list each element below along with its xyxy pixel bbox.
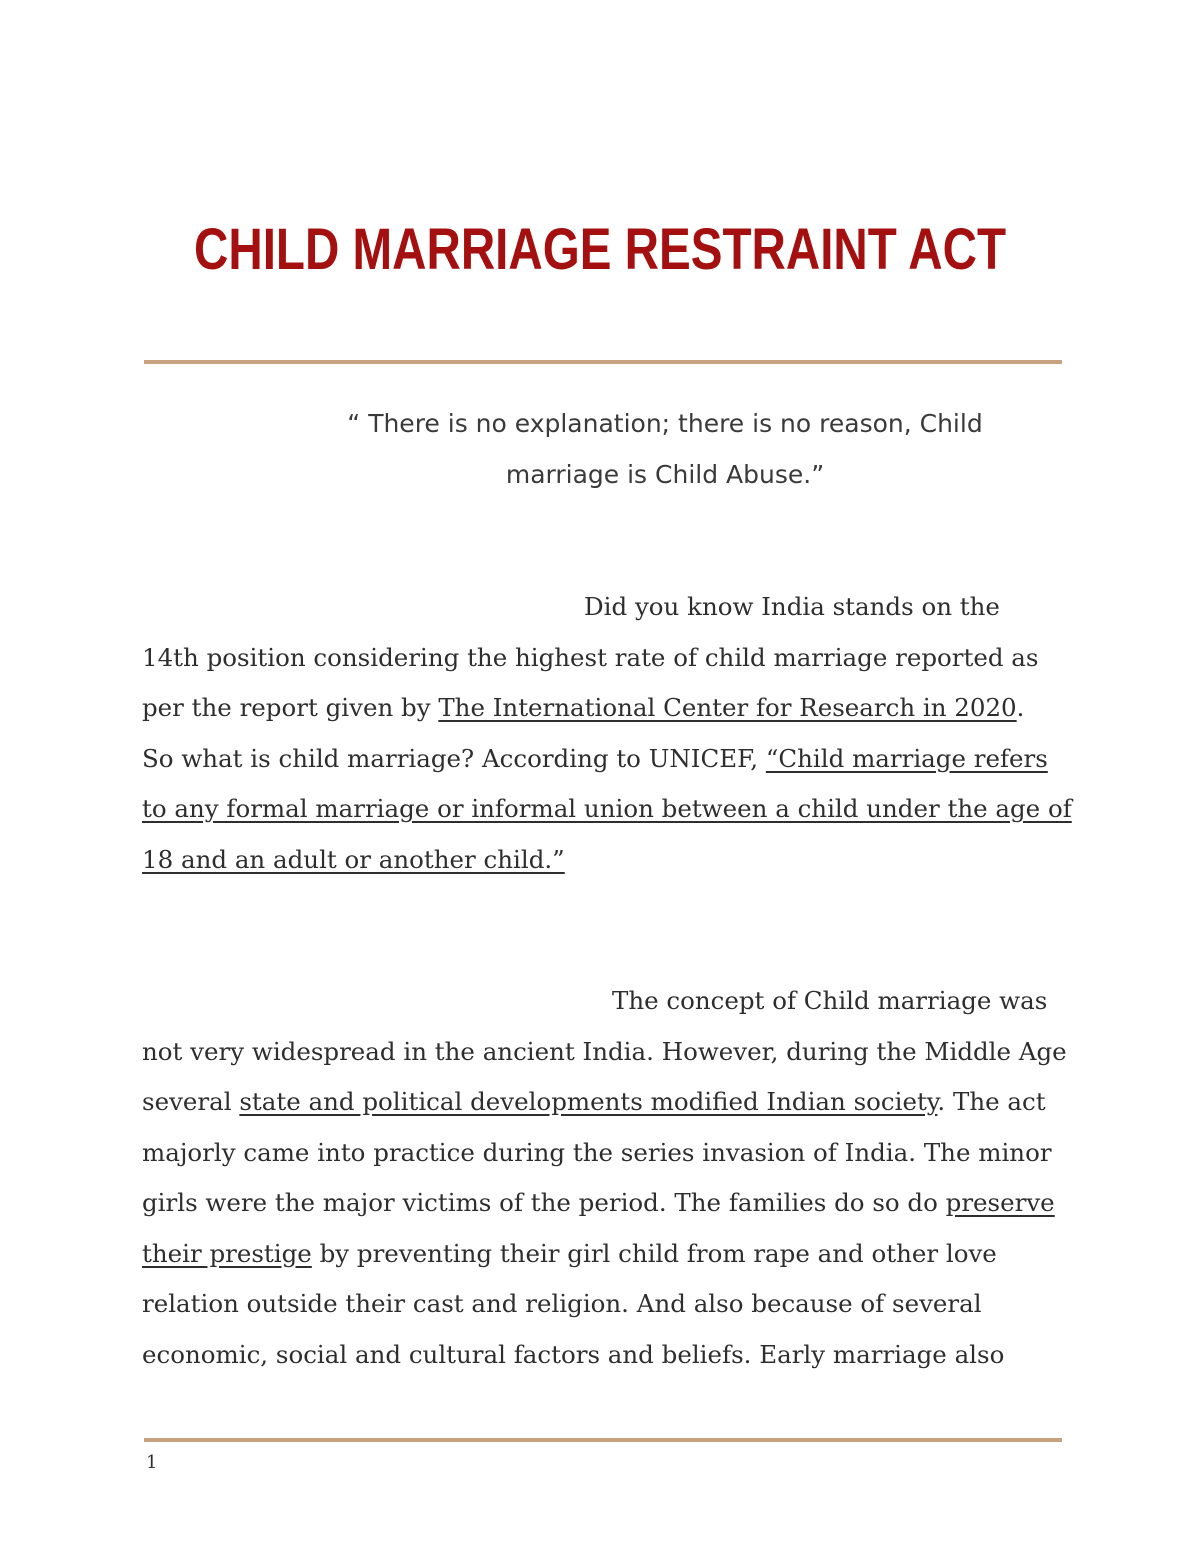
paragraph-line xyxy=(142,683,1072,734)
paragraph-text: girls were the major victims of the period. The families do so do xyxy=(142,1188,946,1217)
paragraph-line xyxy=(142,582,1072,633)
paragraph-text: So what is child marriage? According to UNICEF, xyxy=(142,743,766,773)
unicef-definition-link[interactable]: 18 and an adult or another child.” xyxy=(142,844,565,874)
footer-divider xyxy=(144,1438,1062,1442)
paragraph-1 xyxy=(142,582,1072,885)
paragraph-line xyxy=(142,1178,1072,1229)
paragraph-line xyxy=(142,835,1072,886)
paragraph-line: not very widespread in the ancient India. However, during the Middle Age xyxy=(142,1036,1067,1066)
paragraph-line: economic, social and cultural factors and beliefs. Early marriage also xyxy=(142,1339,1005,1369)
paragraph-line: 14th position considering the highest rate of child marriage reported as xyxy=(142,642,1039,672)
page-number: 1 xyxy=(146,1452,158,1473)
paragraph-text: . The act xyxy=(937,1087,1046,1116)
paragraph-text: per the report given by xyxy=(142,693,439,722)
paragraph-text: The concept of Child marriage was xyxy=(612,986,1048,1015)
paragraph-text: by preventing their girl child from rape and other love xyxy=(311,1238,997,1268)
prestige-link[interactable]: preserve xyxy=(945,1188,1055,1217)
icr-reference-link[interactable]: The International Center for Research in 2020 xyxy=(438,693,1017,722)
quote-line-2: marriage is Child Abuse.” xyxy=(505,460,825,489)
developments-link[interactable]: state and political developments modified Indian society xyxy=(239,1087,938,1116)
paragraph-line xyxy=(142,784,1072,835)
paragraph-line: relation outside their cast and religion. And also because of several xyxy=(142,1289,982,1318)
paragraph-line xyxy=(142,1229,1072,1280)
paragraph-line xyxy=(142,734,1072,785)
paragraph-line: majorly came into practice during the series invasion of India. The minor xyxy=(142,1137,1052,1167)
paragraph-line xyxy=(142,1077,1072,1128)
paragraph-text: Did you know India stands on the xyxy=(584,592,1000,621)
unicef-definition-link[interactable]: “Child marriage refers xyxy=(765,743,1048,773)
quote-line-1: “ There is no explanation; there is no reason, Child xyxy=(347,409,983,438)
unicef-definition-link[interactable]: to any formal marriage or informal union between a child under the age of xyxy=(142,794,1072,823)
top-divider xyxy=(144,360,1062,364)
paragraph-line xyxy=(142,976,1072,1027)
paragraph-text: several xyxy=(142,1087,240,1116)
paragraph-text: . xyxy=(1016,693,1025,722)
prestige-link[interactable]: their prestige xyxy=(142,1238,312,1268)
document-title: CHILD MARRIAGE RESTRAINT ACT xyxy=(193,217,1007,282)
paragraph-2 xyxy=(142,976,1072,1380)
epigraph-quote xyxy=(300,398,1030,500)
